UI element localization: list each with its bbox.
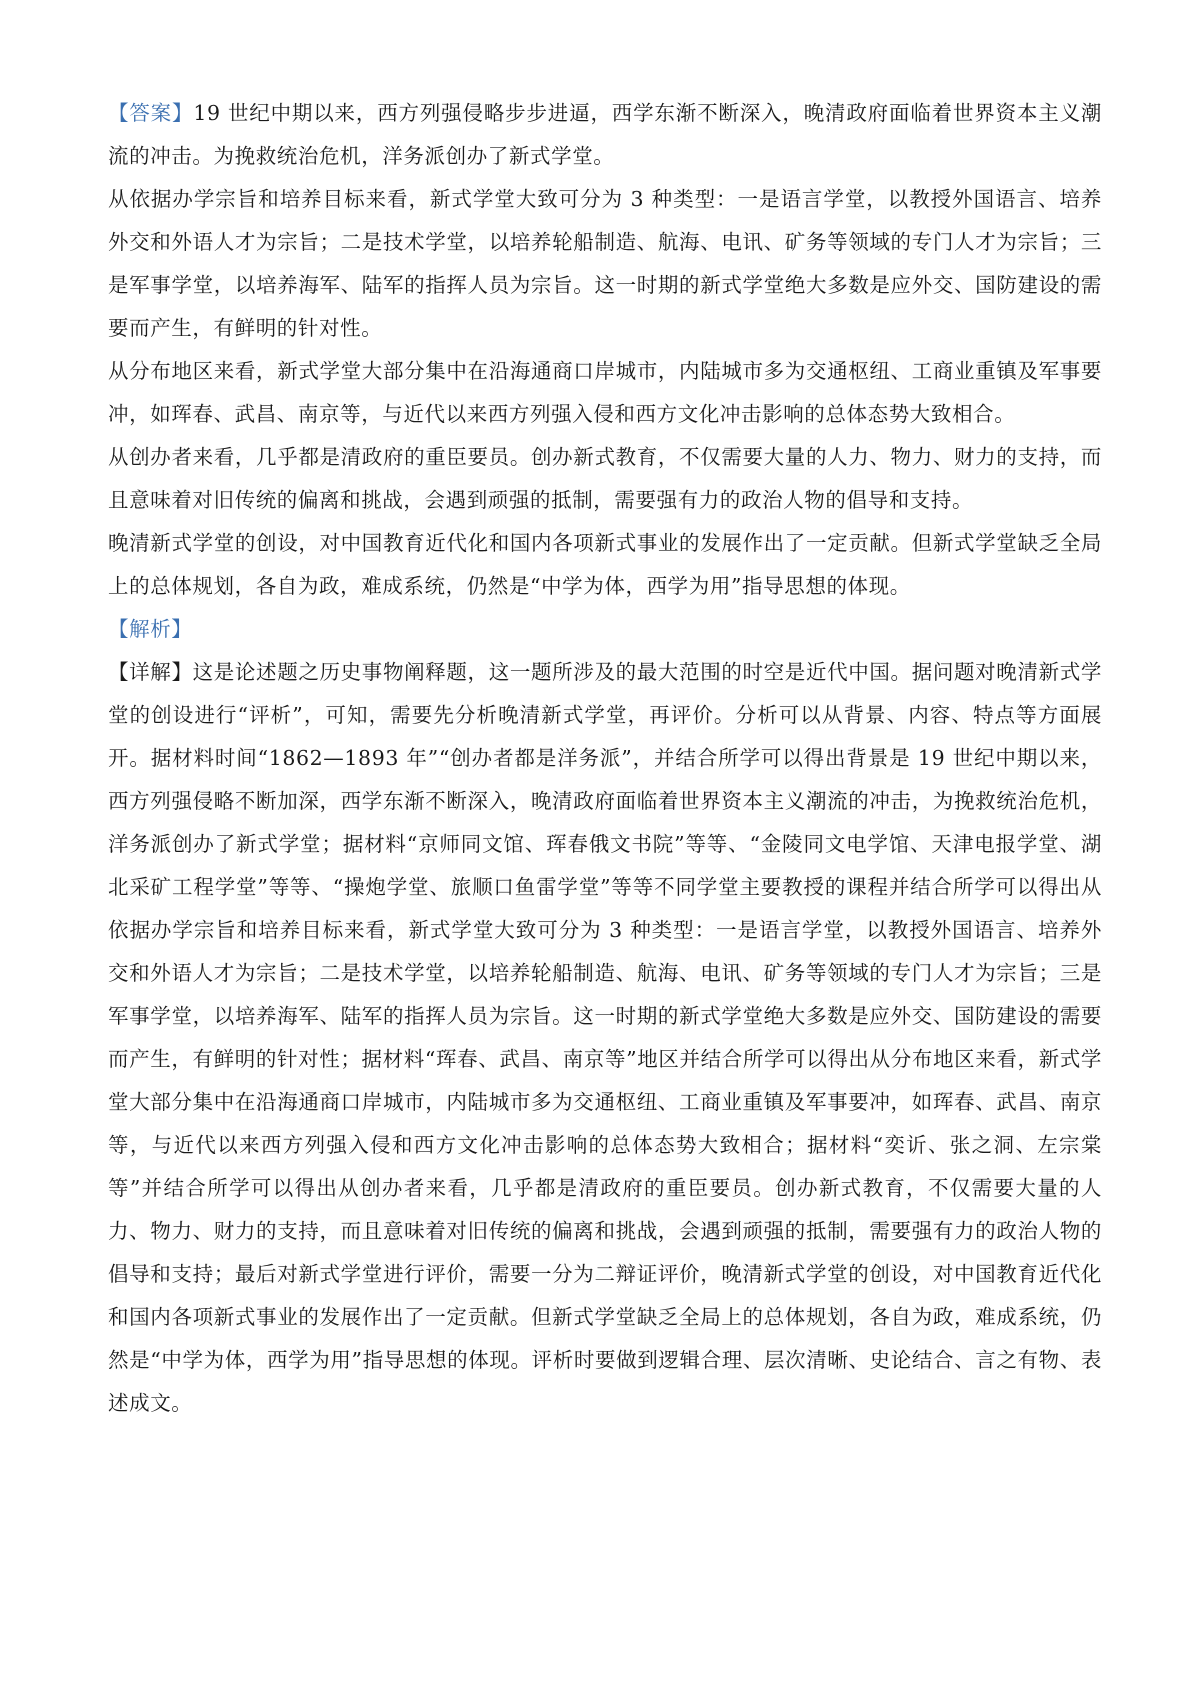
detail-label: 【详解】 [108,660,193,684]
answer-point-distribution: 从分布地区来看，新式学堂大部分集中在沿海通商口岸城市，内陆城市多为交通枢纽、工商业重镇及军事要冲，如珲春、武昌、南京等，与近代以来西方列强入侵和西方文化冲击影响的总体态势大致相合。 [108,359,1102,426]
answer-point-evaluation: 晚清新式学堂的创设，对中国教育近代化和国内各项新式事业的发展作出了一定贡献。但新式学堂缺乏全局上的总体规划，各自为政，难成系统，仍然是“中学为体，西学为用”指导思想的体现。 [108,531,1102,598]
answer-point-types: 从依据办学宗旨和培养目标来看，新式学堂大致可分为 3 种类型：一是语言学堂，以教授外国语言、培养外交和外语人才为宗旨；二是技术学堂，以培养轮船制造、航海、电讯、矿务等领域的专门人才为宗旨；三是军事学堂，以培养海军、陆军的指挥人员为宗旨。这一时期的新式学堂绝大多数是应外交、国防建设的需要而产生，有鲜明的针对性。 [108,187,1102,340]
analysis-label: 【解析】 [108,617,193,641]
document-page [108,92,1102,1425]
answer-label: 【答案】 [108,101,194,125]
answer-text: 19 世纪中期以来，西方列强侵略步步进逼，西学东渐不断深入，晚清政府面临着世界资本主义潮流的冲击。为挽救统治危机，洋务派创办了新式学堂。 [108,101,1103,168]
analysis-paragraph [108,608,1102,651]
answer-point-founders: 从创办者来看，几乎都是清政府的重臣要员。创办新式教育，不仅需要大量的人力、物力、财力的支持，而且意味着对旧传统的偏离和挑战，会遇到顽强的抵制，需要强有力的政治人物的倡导和支持。 [108,445,1102,512]
answer-paragraph [108,92,1102,178]
detail-text: 这是论述题之历史事物阐释题，这一题所涉及的最大范围的时空是近代中国。据问题对晚清新式学堂的创设进行“评析”，可知，需要先分析晚清新式学堂，再评价。分析可以从背景、内容、特点等方面展开。据材料时间“1862—1893 年”“创办者都是洋务派”，并结合所学可以得出背景是 19 世纪中期以来，西方列强侵略不断加深，西学东渐不断深入，晚清政府面临着世界资本主义潮流的冲击，为挽救统治危机，洋务派创办了新式学堂；据材料“京师同文馆、珲春俄文书院”等等、“金陵同文电学馆、天津电报学堂、湖北采矿工程学堂”等等、“操炮学堂、旅顺口鱼雷学堂”等等不同学堂主要教授的课程并结合所学可以得出从依据办学宗旨和培养目标来看，新式学堂大致可分为 3 种类型：一是语言学堂，以教授外国语言、培养外交和外语人才为宗旨；二是技术学堂，以培养轮船制造、航海、电讯、矿务等领域的专门人才为宗旨；三是军事学堂，以培养海军、陆军的指挥人员为宗旨。这一时期的新式学堂绝大多数是应外交、国防建设的需要而产生，有鲜明的针对性；据材料“珲春、武昌、南京等”地区并结合所学可以得出从分布地区来看，新式学堂大部分集中在沿海通商口岸城市，内陆城市多为交通枢纽、工商业重镇及军事要冲，如珲春、武昌、南京等，与近代以来西方列强入侵和西方文化冲击影响的总体态势大致相合；据材料“奕䜣、张之洞、左宗棠等”并结合所学可以得出从创办者来看，几乎都是清政府的重臣要员。创办新式教育，不仅需要大量的人力、物力、财力的支持，而且意味着对旧传统的偏离和挑战，会遇到顽强的抵制，需要强有力的政治人物的倡导和支持；最后对新式学堂进行评价，需要一分为二辩证评价，晚清新式学堂的创设，对中国教育近代化和国内各项新式事业的发展作出了一定贡献。但新式学堂缺乏全局上的总体规划，各自为政，难成系统，仍然是“中学为体，西学为用”指导思想的体现。评析时要做到逻辑合理、层次清晰、史论结合、言之有物、表述成文。 [108,660,1102,1415]
detail-paragraph [108,651,1102,1425]
